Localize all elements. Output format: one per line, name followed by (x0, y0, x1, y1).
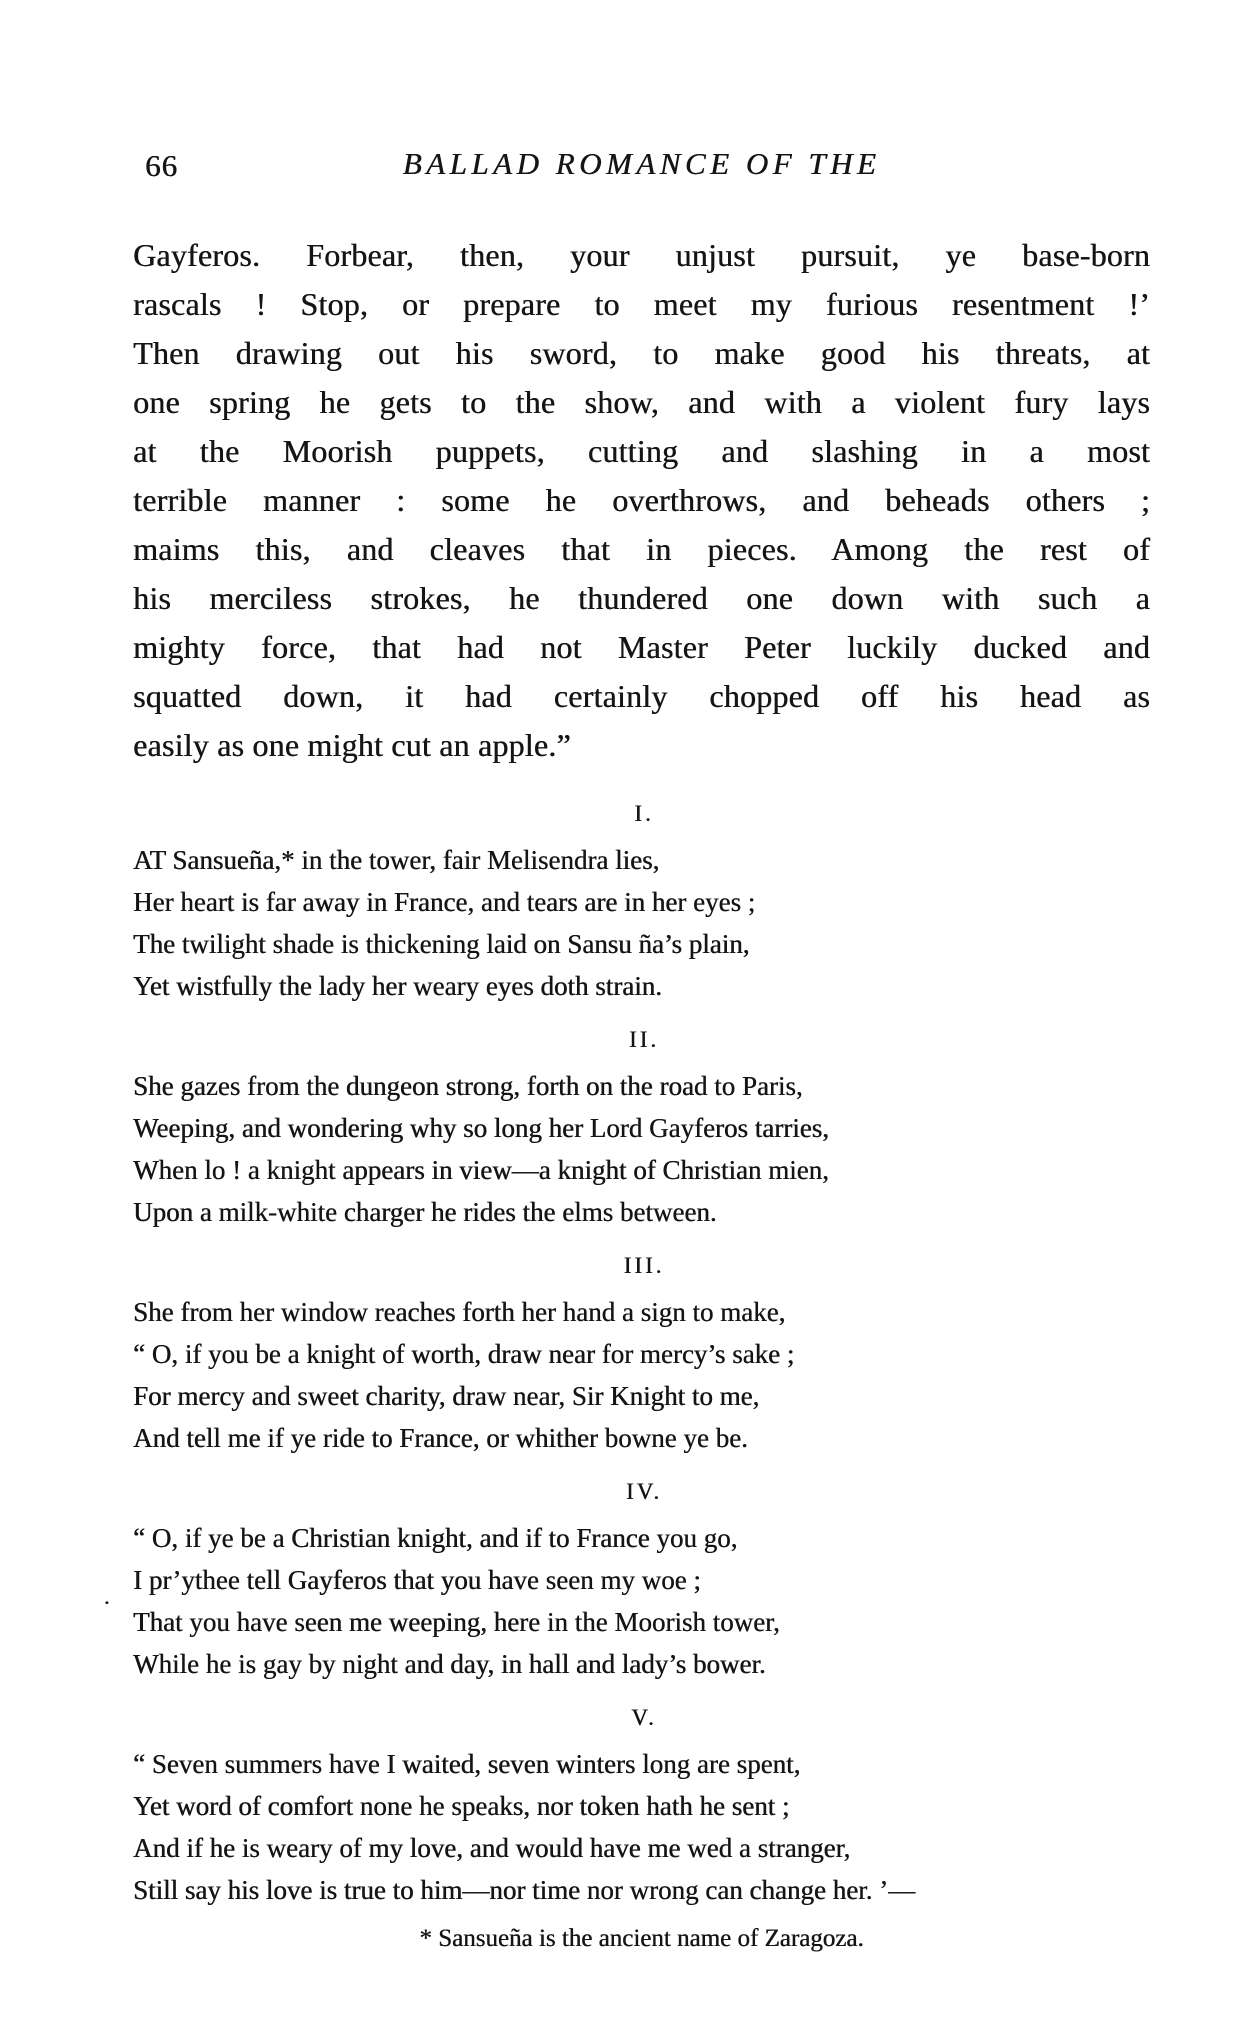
prose-line: terrible manner : some he overthrows, and beheads others ; (133, 482, 1150, 518)
stanza (133, 1251, 1155, 1459)
verse-line: For mercy and sweet charity, draw near, Sir Knight to me, (133, 1381, 760, 1411)
verse-line: She gazes from the dungeon strong, forth on the road to Paris, (133, 1071, 803, 1101)
stanza (133, 1477, 1155, 1685)
prose-line: mighty force, that had not Master Peter luckily ducked and (133, 629, 1150, 665)
verse-line: I pr’ythee tell Gayferos that you have seen my woe ; (133, 1565, 701, 1595)
prose-line: Then drawing out his sword, to make good his threats, at (133, 335, 1150, 371)
prose-line: rascals ! Stop, or prepare to meet my furious resentment !’ (133, 286, 1150, 322)
prose-line: easily as one might cut an apple.” (133, 727, 571, 763)
footnote: * Sansueña is the ancient name of Zaragoza. (419, 1925, 864, 1952)
verse-line: Weeping, and wondering why so long her Lord Gayferos tarries, (133, 1113, 829, 1143)
stanza-numeral: IV. (625, 1479, 663, 1504)
verse-line: And if he is weary of my love, and would have me wed a stranger, (133, 1833, 851, 1863)
prose-line: at the Moorish puppets, cutting and slashing in a most (133, 433, 1150, 469)
verse-line: Yet wistfully the lady her weary eyes doth strain. (133, 971, 662, 1001)
verse-line: When lo ! a knight appears in view—a knight of Christian mien, (133, 1155, 829, 1185)
prose-line: squatted down, it had certainly chopped off his head as (133, 678, 1150, 714)
stanza (133, 1703, 1155, 1911)
prose-line: Gayferos. Forbear, then, your unjust pursuit, ye base-born (133, 237, 1150, 273)
verse-line: AT Sansueña,* in the tower, fair Melisendra lies, (133, 845, 660, 875)
verse-line: “ O, if ye be a Christian knight, and if to France you go, (133, 1523, 738, 1553)
margin-speck: · (103, 1590, 111, 1615)
poem (133, 799, 1155, 1929)
verse-line: “ O, if you be a knight of worth, draw near for mercy’s sake ; (133, 1339, 795, 1369)
page-header (133, 146, 1150, 190)
prose-paragraph (133, 231, 1150, 770)
stanza (133, 799, 1155, 1007)
verse-line: She from her window reaches forth her hand a sign to make, (133, 1297, 786, 1327)
stanza-numeral: III. (623, 1253, 665, 1278)
stanza-numeral: V. (631, 1705, 657, 1730)
verse-line: Her heart is far away in France, and tears are in her eyes ; (133, 887, 756, 917)
stanza-numeral: I. (634, 801, 654, 826)
prose-line: maims this, and cleaves that in pieces. Among the rest of (133, 531, 1150, 567)
verse-line: And tell me if ye ride to France, or whither bowne ye be. (133, 1423, 748, 1453)
verse-line: While he is gay by night and day, in hall and lady’s bower. (133, 1649, 766, 1679)
verse-line: Upon a milk-white charger he rides the elms between. (133, 1197, 717, 1227)
verse-line: Yet word of comfort none he speaks, nor token hath he sent ; (133, 1791, 790, 1821)
running-header-title: BALLAD ROMANCE OF THE (402, 146, 881, 181)
verse-line: That you have seen me weeping, here in the Moorish tower, (133, 1607, 780, 1637)
verse-line: “ Seven summers have I waited, seven winters long are spent, (133, 1749, 801, 1779)
page-number: 66 (145, 148, 178, 183)
stanza (133, 1025, 1155, 1233)
verse-line: The twilight shade is thickening laid on Sansu ña’s plain, (133, 929, 750, 959)
prose-line: one spring he gets to the show, and with a violent fury lays (133, 384, 1150, 420)
prose-line: his merciless strokes, he thundered one down with such a (133, 580, 1150, 616)
verse-line: Still say his love is true to him—nor time nor wrong can change her. ’— (133, 1875, 916, 1905)
stanza-numeral: II. (628, 1027, 660, 1052)
